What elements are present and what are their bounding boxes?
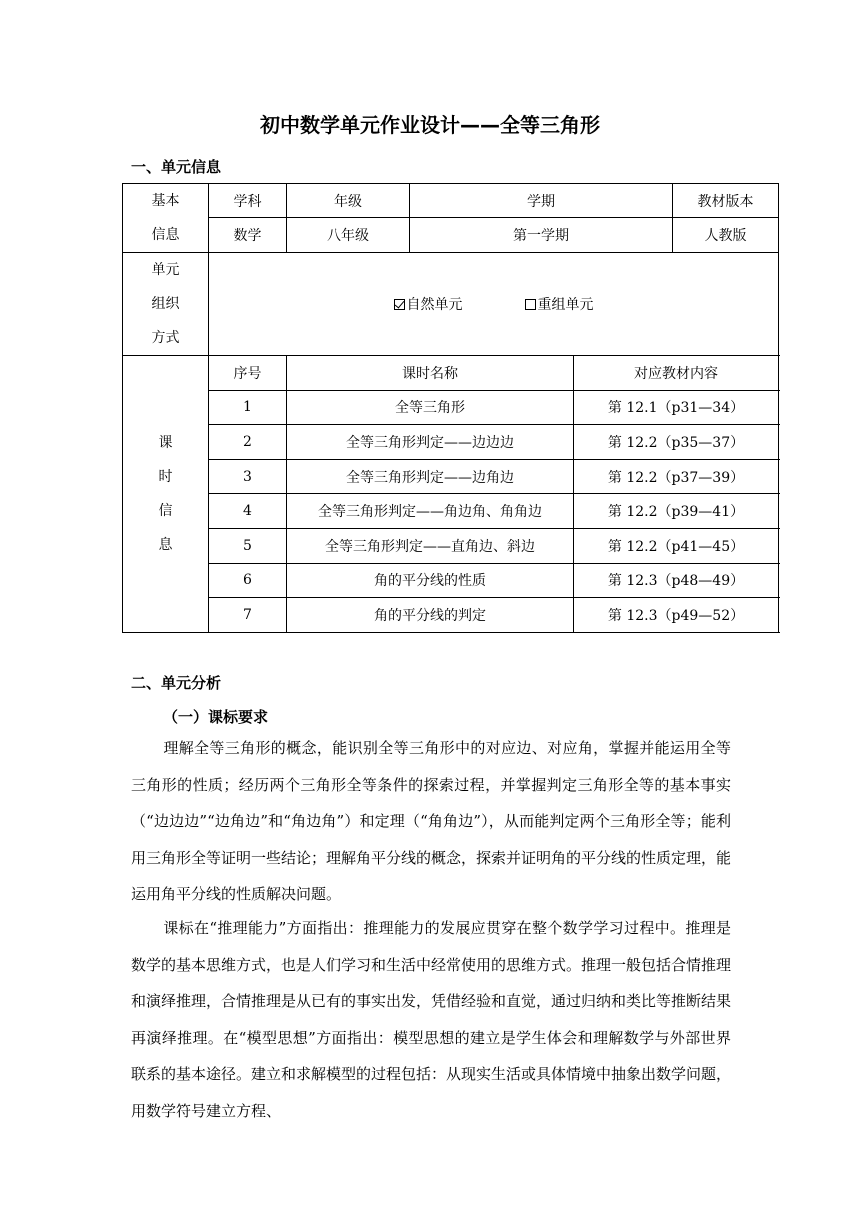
lesson-no: 2 xyxy=(209,425,287,460)
lesson-name: 角的平分线的性质 xyxy=(287,563,574,598)
lesson-no: 1 xyxy=(209,390,287,425)
lesson-name: 全等三角形判定——直角边、斜边 xyxy=(287,528,574,563)
header-textbook-version: 教材版本 xyxy=(673,184,779,218)
value-textbook-version: 人教版 xyxy=(673,218,779,253)
value-grade: 八年级 xyxy=(287,218,410,253)
unit-organization-options xyxy=(209,253,779,356)
lesson-name: 全等三角形判定——边边边 xyxy=(287,425,574,460)
paragraph-standards: 理解全等三角形的概念，能识别全等三角形中的对应边、对应角，掌握并能运用全等三角形的性质；经历两个三角形全等条件的探索过程，并掌握判定三角形全等的基本事实（“边边边”“边角边”和“角边角”）和定理（“角角边”），从而能判定两个三角形全等；能利用三角形全等证明一些结论；理解角平分线的概念，探索并证明角的平分线的性质定理，能运用角平分线的性质解决问题。 xyxy=(131,739,732,903)
header-textbook-content: 对应教材内容 xyxy=(574,356,779,391)
header-lesson-name: 课时名称 xyxy=(287,356,574,391)
table-row xyxy=(123,459,779,494)
table-row xyxy=(123,425,779,460)
lesson-name: 角的平分线的判定 xyxy=(287,598,574,633)
checkbox-unchecked-icon[interactable] xyxy=(525,299,536,310)
natural-unit-option[interactable]: 自然单元 xyxy=(394,294,463,314)
table-row xyxy=(123,356,779,391)
table-row xyxy=(123,528,779,563)
header-semester: 学期 xyxy=(410,184,673,218)
table-row xyxy=(123,184,779,218)
lesson-content: 第 12.3（p49—52） xyxy=(574,598,779,633)
table-row xyxy=(123,494,779,529)
basic-info-label: 基本 信息 xyxy=(123,184,209,253)
lesson-name: 全等三角形判定——角边角、角角边 xyxy=(287,494,574,529)
paragraph-reasoning: 课标在“推理能力”方面指出：推理能力的发展应贯穿在整个数学学习过程中。推理是数学的基本思维方式，也是人们学习和生活中经常使用的思维方式。推理一般包括合情推理和演绎推理，合情推理是从已有的事实出发，凭借经验和直觉，通过归纳和类比等推断结果再演绎推理。在“模型思想”方面指出：模型思想的建立是学生体会和理解数学与外部世界联系的基本途径。建立和求解模型的过程包括：从现实生活或具体情境中抽象出数学问题，用数学符号建立方程、 xyxy=(131,919,732,1120)
lesson-content: 第 12.1（p31—34） xyxy=(574,390,779,425)
lesson-no: 6 xyxy=(209,563,287,598)
unit-organization-label: 单元 组织 方式 xyxy=(123,253,209,356)
lesson-content: 第 12.2（p41—45） xyxy=(574,528,779,563)
lesson-no: 4 xyxy=(209,494,287,529)
table-row xyxy=(123,218,779,253)
lesson-no: 7 xyxy=(209,598,287,633)
lesson-content: 第 12.3（p48—49） xyxy=(574,563,779,598)
lesson-info-label: 课 时 信 息 xyxy=(123,356,209,633)
section-heading-unit-info: 一、单元信息 xyxy=(131,158,222,176)
table-row xyxy=(123,390,779,425)
header-subject: 学科 xyxy=(209,184,287,218)
document-title: 初中数学单元作业设计——全等三角形 xyxy=(260,113,600,137)
header-lesson-no: 序号 xyxy=(209,356,287,391)
lesson-name: 全等三角形判定——边角边 xyxy=(287,459,574,494)
lesson-name: 全等三角形 xyxy=(287,390,574,425)
table-row xyxy=(123,598,779,633)
lesson-content: 第 12.2（p37—39） xyxy=(574,459,779,494)
subsection-heading-standards: （一）课标要求 xyxy=(163,708,269,726)
section-heading-unit-analysis: 二、单元分析 xyxy=(131,674,222,692)
header-grade: 年级 xyxy=(287,184,410,218)
lesson-no: 5 xyxy=(209,528,287,563)
lesson-content: 第 12.2（p35—37） xyxy=(574,425,779,460)
lesson-content: 第 12.2（p39—41） xyxy=(574,494,779,529)
table-row xyxy=(123,563,779,598)
table-row xyxy=(123,253,779,356)
unit-info-table xyxy=(122,183,779,633)
lesson-no: 3 xyxy=(209,459,287,494)
regrouped-unit-option[interactable]: 重组单元 xyxy=(525,294,594,314)
value-semester: 第一学期 xyxy=(410,218,673,253)
checkbox-checked-icon[interactable] xyxy=(394,299,405,310)
value-subject: 数学 xyxy=(209,218,287,253)
